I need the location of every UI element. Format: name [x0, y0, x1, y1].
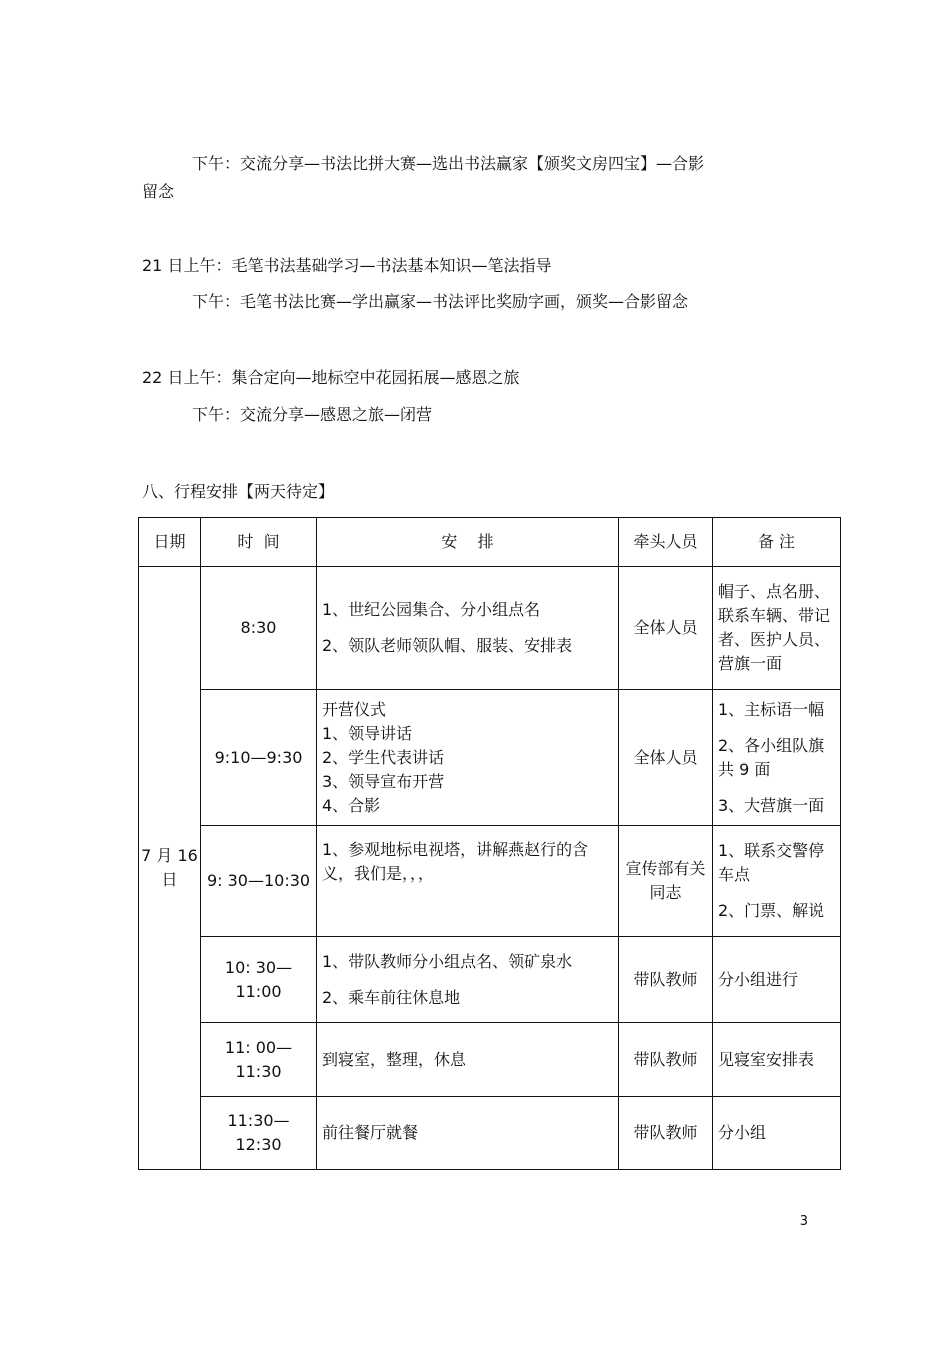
notes-cell: 帽子、点名册、联系车辆、带记者、医护人员、营旗一面 — [713, 567, 841, 690]
lead-cell: 带队教师 — [619, 937, 713, 1023]
note-line: 3、大营旗一面 — [718, 795, 825, 815]
table-row — [139, 937, 841, 1023]
header-arrangement: 安 排 — [317, 518, 619, 567]
notes-cell: 分小组进行 — [713, 937, 841, 1023]
table-row — [139, 1097, 841, 1170]
arrangement-cell: 1、参观地标电视塔，讲解燕赵行的含义，我们是，，， — [317, 826, 619, 937]
arrangement-line: 开营仪式 — [322, 699, 387, 719]
section-title: 八、行程安排【两天待定】 — [142, 482, 335, 501]
header-notes: 备 注 — [713, 518, 841, 567]
time-cell: 8:30 — [201, 567, 317, 690]
table-header-row — [139, 518, 841, 567]
arrangement-cell — [317, 937, 619, 1023]
arrangement-line: 3、领导宣布开营 — [322, 771, 445, 791]
time-cell: 9:10—9:30 — [201, 690, 317, 826]
note-line: 2、各小组队旗共 9 面 — [718, 735, 825, 779]
time-cell: 10: 30—11:00 — [201, 937, 317, 1023]
table-row — [139, 690, 841, 826]
header-date: 日期 — [139, 518, 201, 567]
arrangement-line: 2、领队老师领队帽、服装、安排表 — [322, 636, 573, 655]
lead-cell: 全体人员 — [619, 690, 713, 826]
note-line: 2、门票、解说 — [718, 901, 825, 920]
lead-cell: 带队教师 — [619, 1097, 713, 1170]
arrangement-line: 2、学生代表讲话 — [322, 747, 445, 767]
arrangement-cell — [317, 567, 619, 690]
table-row — [139, 826, 841, 937]
page-number: 3 — [799, 1214, 808, 1229]
time-cell: 11: 00—11:30 — [201, 1023, 317, 1097]
note-line: 1、联系交警停车点 — [718, 841, 825, 884]
arrangement-cell — [317, 690, 619, 826]
time-cell: 11:30—12:30 — [201, 1097, 317, 1170]
notes-cell — [713, 690, 841, 826]
paragraph-day21-morning: 21 日上午：毛笔书法基础学习—书法基本知识—笔法指导 — [142, 256, 552, 275]
arrangement-line: 2、乘车前往休息地 — [322, 987, 461, 1007]
paragraph-day22-afternoon: 下午：交流分享—感恩之旅—闭营 — [192, 405, 433, 424]
date-cell: 7 月 16 日 — [139, 567, 201, 1170]
lead-cell: 宣传部有关同志 — [619, 826, 713, 937]
paragraph-day22-morning: 22 日上午：集合定向—地标空中花园拓展—感恩之旅 — [142, 368, 520, 387]
table-row — [139, 1023, 841, 1097]
paragraph-afternoon-1: 下午：交流分享—书法比拼大赛—选出书法赢家【颁奖文房四宝】—合影 — [192, 154, 705, 173]
notes-cell: 分小组 — [713, 1097, 841, 1170]
header-lead: 牵头人员 — [619, 518, 713, 567]
arrangement-cell: 到寝室，整理，休息 — [317, 1023, 619, 1097]
notes-cell: 见寝室安排表 — [713, 1023, 841, 1097]
arrangement-line: 4、合影 — [322, 795, 381, 815]
time-cell: 9: 30—10:30 — [201, 826, 317, 937]
notes-cell — [713, 826, 841, 937]
arrangement-cell: 前往餐厅就餐 — [317, 1097, 619, 1170]
paragraph-afternoon-1-cont: 留念 — [142, 182, 175, 201]
lead-cell: 全体人员 — [619, 567, 713, 690]
note-line: 1、主标语一幅 — [718, 699, 825, 719]
arrangement-line: 1、带队教师分小组点名、领矿泉水 — [322, 951, 573, 971]
header-time: 时 间 — [201, 518, 317, 567]
schedule-table — [138, 517, 841, 1170]
table-row — [139, 567, 841, 690]
paragraph-day21-afternoon: 下午：毛笔书法比赛—学出赢家—书法评比奖励字画，颁奖—合影留念 — [192, 292, 689, 311]
lead-cell: 带队教师 — [619, 1023, 713, 1097]
arrangement-line: 1、世纪公园集合、分小组点名 — [322, 600, 541, 619]
arrangement-line: 1、领导讲话 — [322, 723, 413, 743]
